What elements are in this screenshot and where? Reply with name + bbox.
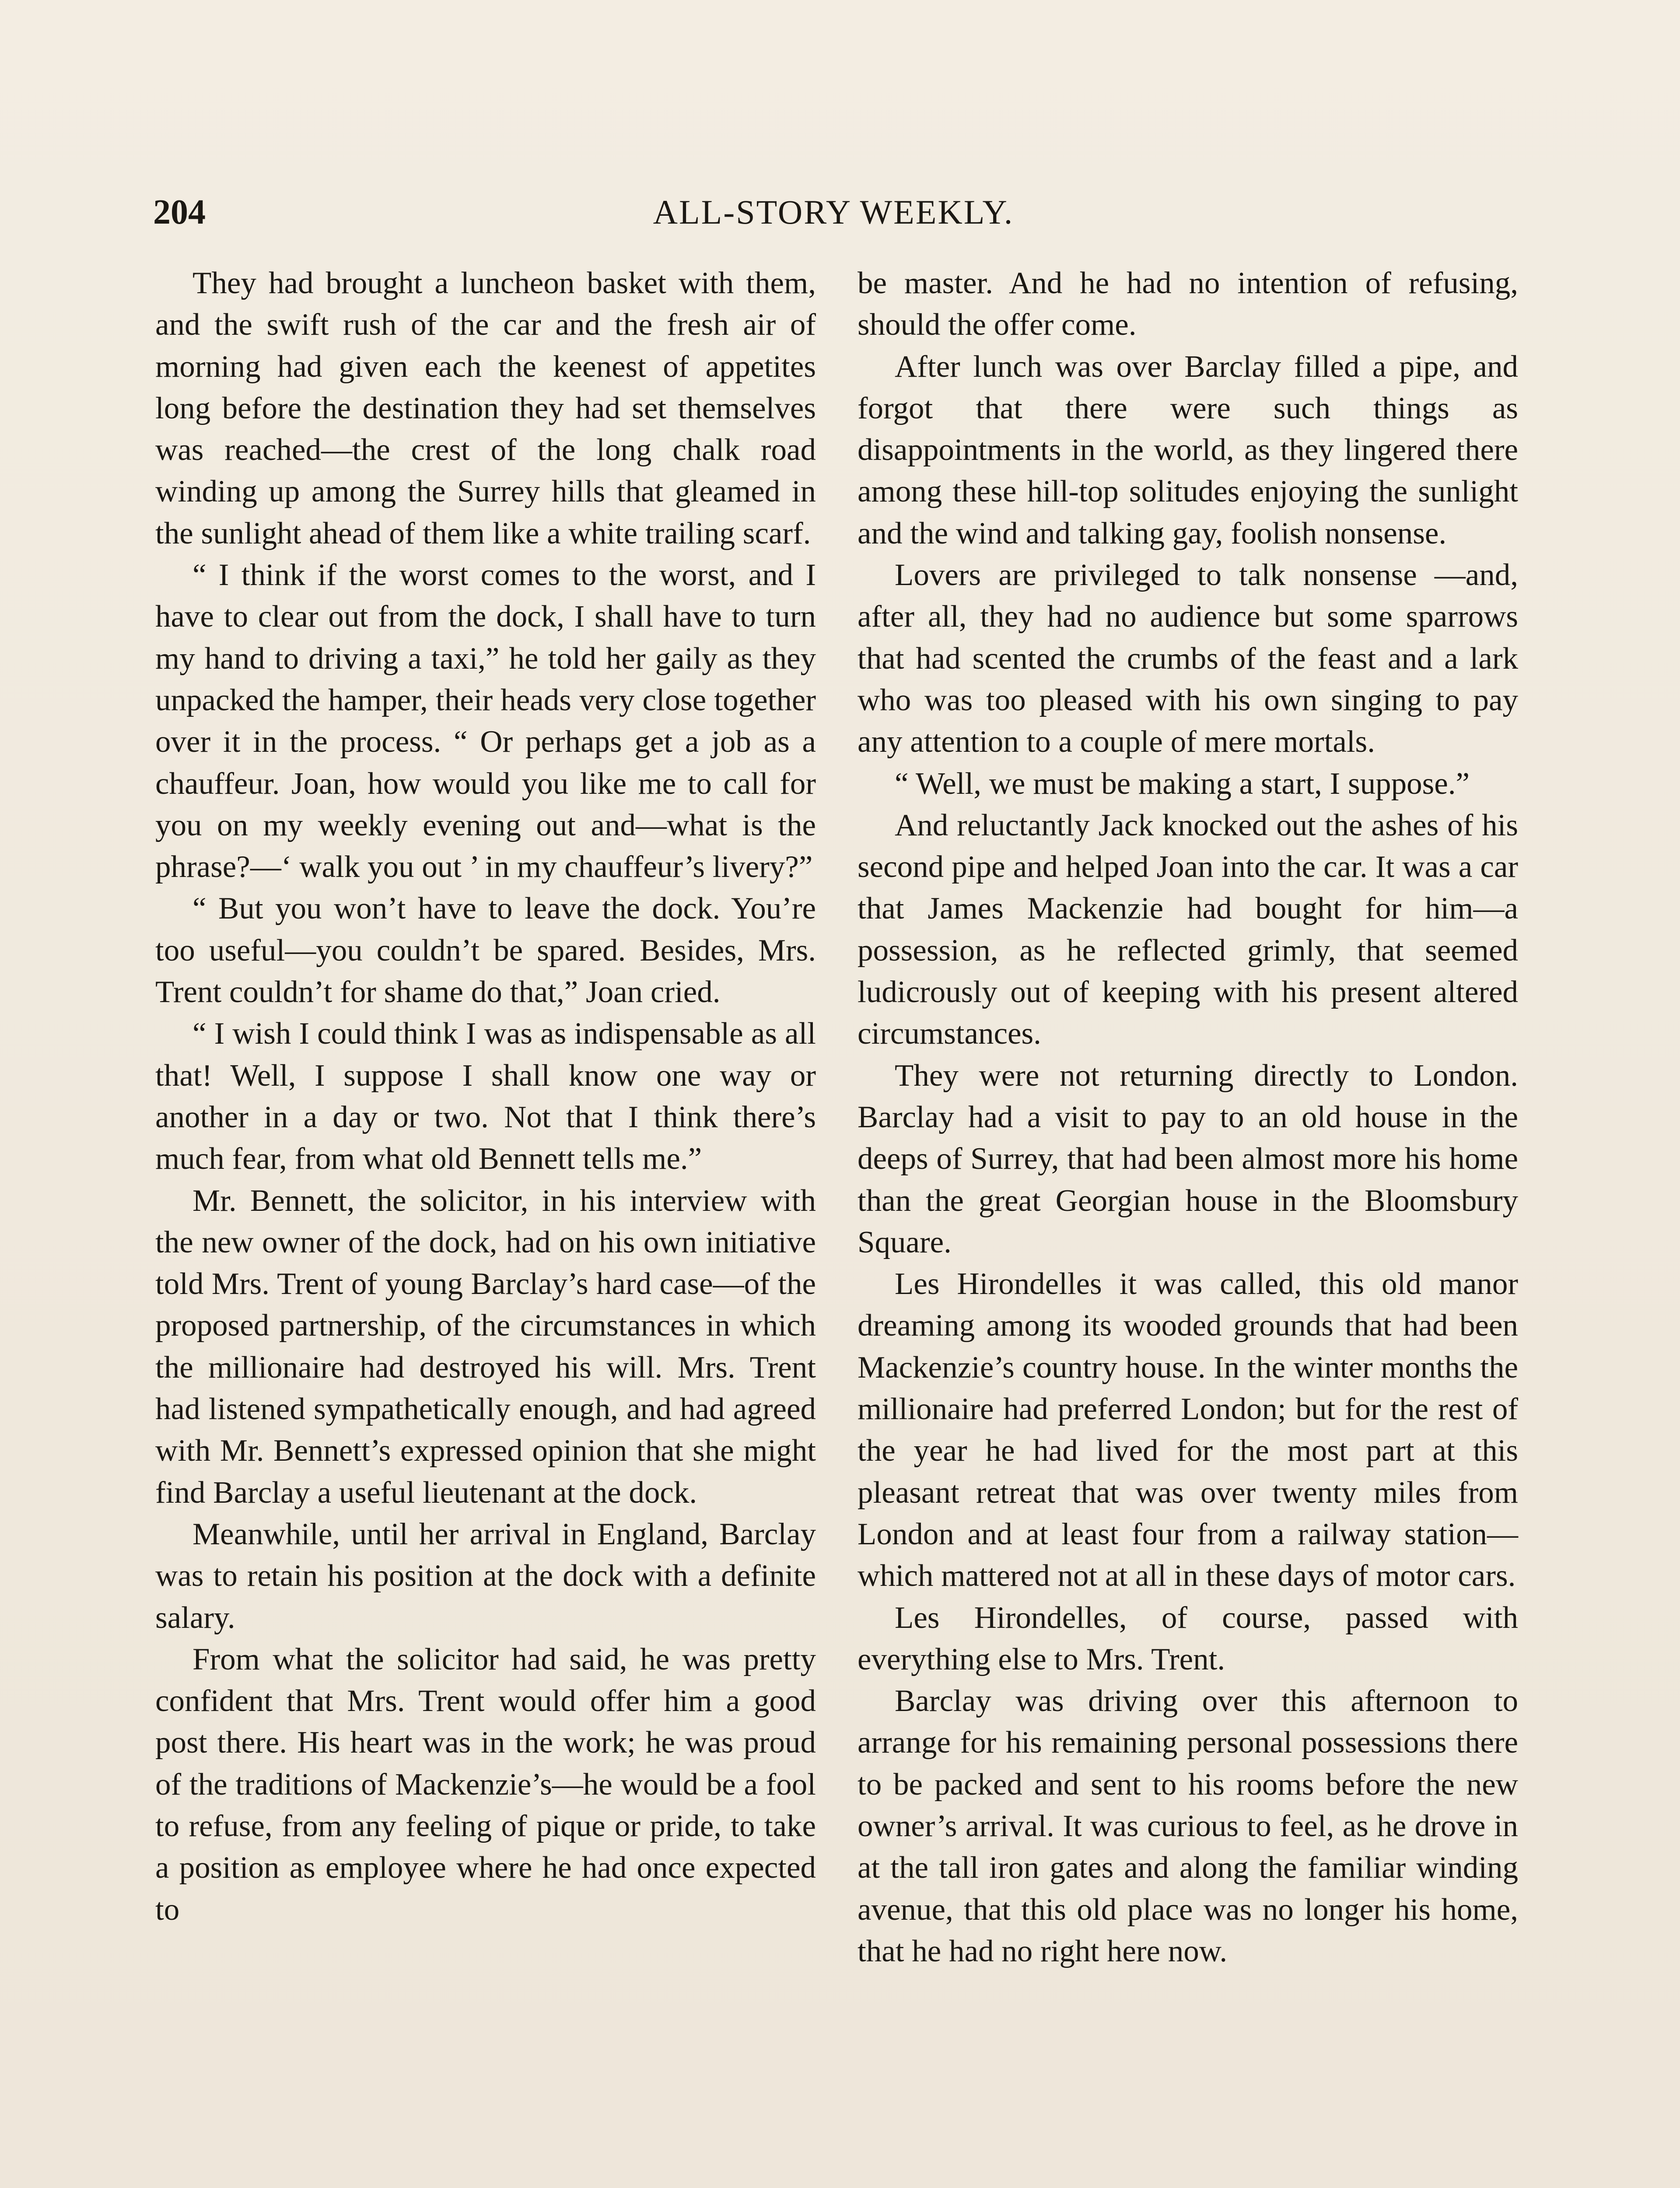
paragraph: After lunch was over Barclay filled a pipe, and forgot that there were such things as disappointments in the world, as they lingered there among these hill-top solitudes enjoying the sunlight and the wind and talking gay, foolish nonsense.	[858, 349, 1518, 551]
page-number: 204	[153, 193, 206, 231]
paragraph: Lovers are privileged to talk nonsense —and, after all, they had no audience but some sparrows that had scented the crumbs of the feast and a lark who was too pleased with his own singing to pay any attention to a couple of mere mortals.	[858, 558, 1518, 759]
paragraph: Les Hirondelles, of course, passed with everything else to Mrs. Trent.	[858, 1600, 1518, 1676]
paragraph: From what the solicitor had said, he was pretty confident that Mrs. Trent would offer him a good post there. His heart was in the work; he was proud of the traditions of Mackenzie’s—he would be a fool to refuse, from any feeling of pique or pride, to take a position as employee where he had once expected to	[155, 1642, 816, 1927]
paragraph: “ Well, we must be making a start, I suppose.”	[895, 766, 1470, 801]
running-title: ALL-STORY WEEKLY.	[653, 193, 1014, 231]
page-header	[153, 184, 1514, 241]
paragraph: “ I think if the worst comes to the worst, and I have to clear out from the dock, I shall have to turn my hand to driving a taxi,” he told her gaily as they unpacked the hamper, their heads very close together over it in the process. “ Or perhaps get a job as a chauffeur. Joan, how would you like me to call for you on my weekly evening out and—what is the phrase?—‘ walk you out ’ in my chauffeur’s livery?”	[155, 558, 816, 884]
paragraph: And reluctantly Jack knocked out the ashes of his second pipe and helped Joan into the car. It was a car that James Mackenzie had bought for him—a possession, as he reflected grimly, that seemed ludicrously out of keeping with his present altered circumstances.	[858, 808, 1518, 1051]
paragraph: “ But you won’t have to leave the dock. You’re too useful—you couldn’t be spared. Besides, Mrs. Trent couldn’t for shame do that,” Joan cried.	[155, 891, 816, 1010]
left-column	[155, 263, 816, 2188]
right-column	[858, 263, 1518, 2188]
paragraph: They were not returning directly to London. Barclay had a visit to pay to an old house in the deeps of Surrey, that had been almost more his home than the great Georgian house in the Bloomsbury Square.	[858, 1058, 1518, 1259]
paragraph: Meanwhile, until her arrival in England, Barclay was to retain his position at the dock with a definite salary.	[155, 1517, 816, 1635]
paragraph: Barclay was driving over this afternoon to arrange for his remaining personal possessions there to be packed and sent to his rooms before the new owner’s arrival. It was curious to feel, as he drove in at the tall iron gates and along the familiar winding avenue, that this old place was no longer his home, that he had no right here now.	[858, 1684, 1518, 1968]
paragraph-continued: be master. And he had no intention of refusing, should the offer come.	[858, 266, 1518, 342]
paragraph: “ I wish I could think I was as indispensable as all that! Well, I suppose I shall know one way or another in a day or two. Not that I think there’s much fear, from what old Bennett tells me.”	[155, 1017, 816, 1176]
paragraph: They had brought a luncheon basket with them, and the swift rush of the car and the fresh air of morning had given each the keenest of appetites long before the destination they had set themselves was reached—the crest of the long chalk road winding up among the Surrey hills that gleamed in the sunlight ahead of them like a white trailing scarf.	[155, 266, 816, 551]
paragraph: Mr. Bennett, the solicitor, in his interview with the new owner of the dock, had on his own initiative told Mrs. Trent of young Barclay’s hard case—of the proposed partnership, of the circumstances in which the millionaire had destroyed his will. Mrs. Trent had listened sympathetically enough, and had agreed with Mr. Bennett’s expressed opinion that she might find Barclay a useful lieutenant at the dock.	[155, 1183, 816, 1510]
paragraph: Les Hirondelles it was called, this old manor dreaming among its wooded grounds that had been Mackenzie’s country house. In the winter months the millionaire had preferred London; but for the rest of the year he had lived for the most part at this pleasant retreat that was over twenty miles from London and at least four from a railway station—which mattered not at all in these days of motor cars.	[858, 1267, 1518, 1593]
